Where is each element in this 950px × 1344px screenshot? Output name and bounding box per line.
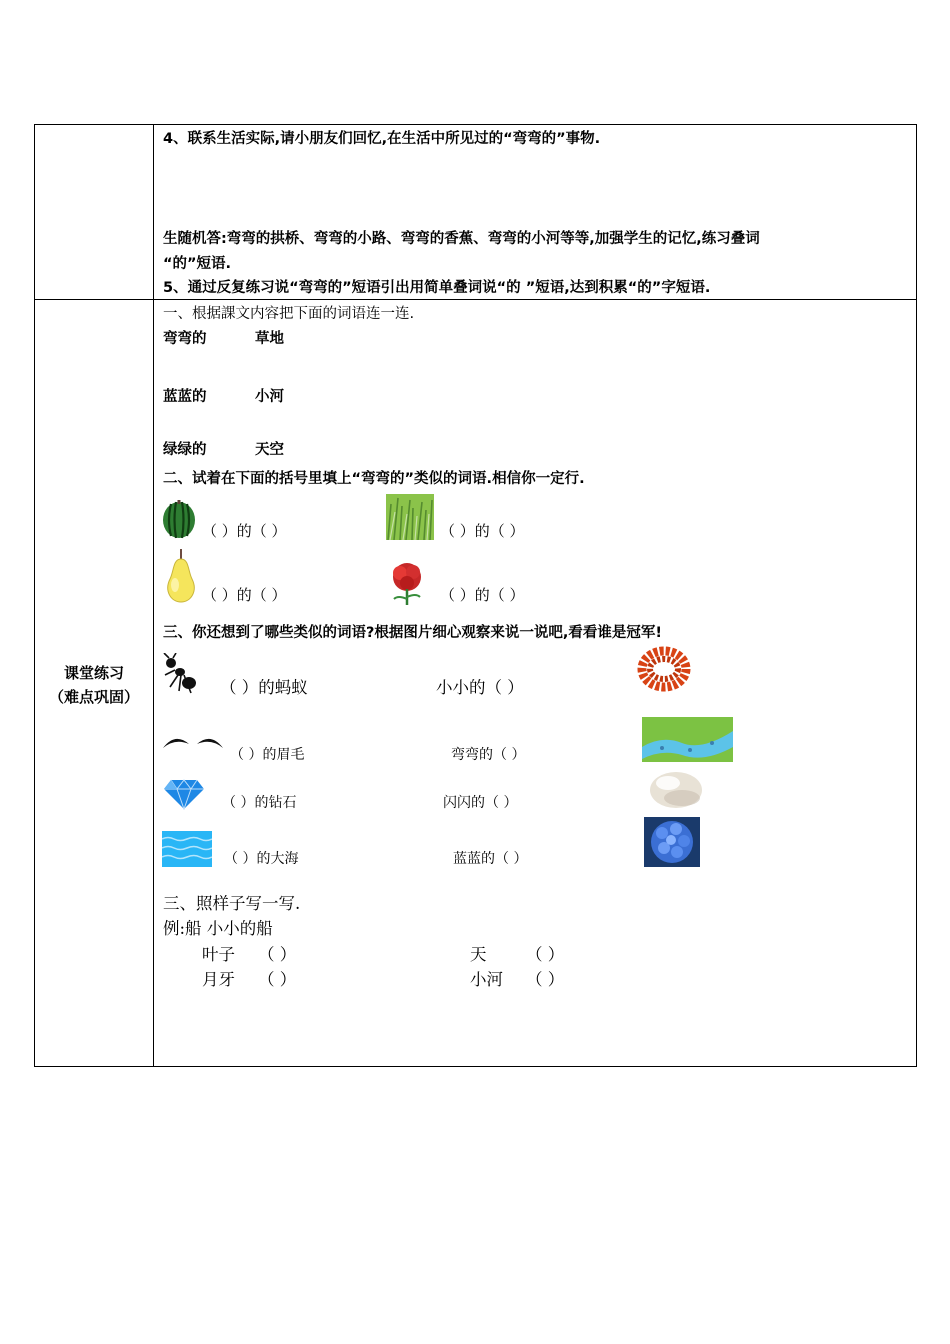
diamond-blank[interactable]: （ ）的钻石 — [222, 795, 297, 811]
blue-blank[interactable]: 蓝蓝的（ ） — [453, 851, 528, 867]
answer-line-1: 生随机答:弯弯的拱桥、弯弯的小路、弯弯的香蕉、弯弯的小河等等,加强学生的记忆,练习叠词 — [163, 231, 760, 247]
river-icon — [642, 717, 733, 762]
blank-pear[interactable]: （ ）的（ ） — [202, 586, 287, 604]
write-word: 天 — [470, 945, 487, 964]
hydrangea-icon — [644, 817, 700, 867]
write-word: 叶子 — [202, 945, 235, 964]
item-4-text: 4、联系生活实际,请小朋友们回忆,在生活中所见过的“弯弯的”事物. — [163, 131, 601, 147]
shining-blank[interactable]: 闪闪的（ ） — [443, 795, 518, 811]
ant-blank[interactable]: （ ）的蚂蚁 — [220, 678, 308, 697]
small-blank[interactable]: 小小的（ ） — [436, 678, 524, 697]
write-word: 小河 — [470, 970, 503, 989]
coral-bracelet-icon — [635, 643, 693, 695]
write-blank[interactable]: （ ） — [258, 970, 297, 989]
write-blank[interactable]: （ ） — [258, 945, 297, 964]
blank-grass[interactable]: （ ）的（ ） — [440, 522, 525, 540]
ant-icon — [161, 653, 201, 697]
exercise-4-title: 三、照样子写一写. — [163, 894, 301, 913]
write-blank[interactable]: （ ） — [526, 945, 565, 964]
watermelon-icon — [162, 499, 196, 539]
grass-icon — [386, 494, 434, 540]
pair-right: 天空 — [255, 442, 284, 458]
diamond-icon — [163, 778, 205, 810]
answer-line-2: “的”短语. — [163, 256, 232, 272]
pair-left: 弯弯的 — [163, 331, 207, 347]
blank-watermelon[interactable]: （ ）的（ ） — [202, 522, 287, 540]
pear-icon — [163, 547, 199, 603]
exercise-1-title: 一、根据課文内容把下面的词语连一连. — [163, 306, 415, 322]
side-label-line2: （难点巩固） — [48, 688, 139, 706]
eyebrow-blank[interactable]: （ ）的眉毛 — [230, 747, 305, 763]
write-blank[interactable]: （ ） — [526, 970, 565, 989]
pair-right: 小河 — [255, 389, 284, 405]
pair-left: 蓝蓝的 — [163, 389, 207, 405]
exercise-3-title: 三、你还想到了哪些类似的词语?根据图片细心观察来说一说吧,看看谁是冠军! — [163, 625, 663, 641]
write-word: 月牙 — [202, 970, 235, 989]
pair-right: 草地 — [255, 331, 284, 347]
curved-blank[interactable]: 弯弯的（ ） — [451, 747, 526, 763]
example-line: 例:船 小小的船 — [163, 919, 273, 938]
eyebrows-icon — [161, 728, 225, 758]
exercise-2-title: 二、试着在下面的括号里填上“弯弯的”类似的词语.相信你一定行. — [163, 471, 585, 487]
column-divider — [153, 124, 154, 1067]
pearl-icon — [648, 770, 706, 812]
side-label — [36, 661, 152, 709]
sea-icon — [162, 831, 212, 867]
row-divider — [34, 299, 917, 300]
pair-left: 绿绿的 — [163, 442, 207, 458]
blank-carnation[interactable]: （ ）的（ ） — [440, 586, 525, 604]
sea-blank[interactable]: （ ）的大海 — [224, 851, 299, 867]
side-label-line1: 课堂练习 — [63, 664, 124, 682]
carnation-icon — [380, 559, 434, 605]
item-5-text: 5、通过反复练习说“弯弯的”短语引出用简单叠词说“的 ”短语,达到积累“的”字短语. — [163, 280, 711, 296]
